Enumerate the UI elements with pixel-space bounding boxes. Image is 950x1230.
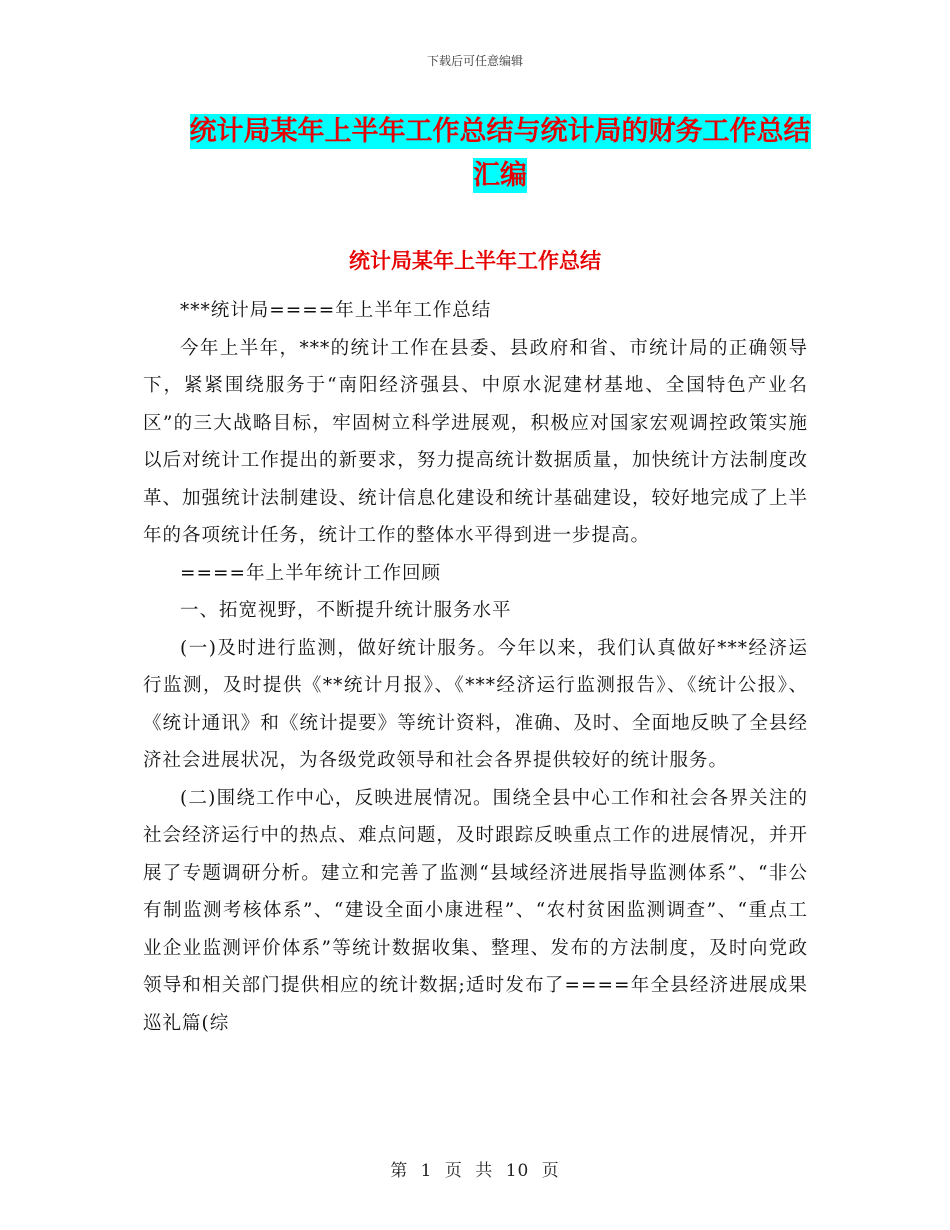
paragraph: ====年上半年统计工作回顾 — [180, 562, 442, 584]
footer-page-number: 1 — [420, 1161, 433, 1181]
title-line-2: 汇编 — [473, 160, 527, 191]
paragraph: ***统计局====年上半年工作总结 — [180, 300, 492, 321]
section-title: 统计局某年上半年工作总结 — [349, 249, 601, 273]
paragraph: 今年上半年，***的统计工作在县委、县政府和省、市统计局的正确领导下，紧紧围绕服务于“南阳经济强县、中原水泥建材基地、全国特色产业名区”的三大战略目标，牢固树立科学进展观，积极应对国家宏观调控政策实施以后对统计工作提出的新要求，努力提高统计数据质量，加快统计方法制度改革、加强统计法制建设、统计信息化建设和统计基础建设，较好地完成了上半年的各项统计任务，统计工作的整体水平得到进一步提高。 — [143, 337, 808, 546]
footer-gong: 共 — [475, 1161, 494, 1181]
paragraph: 一、拓宽视野，不断提升统计服务水平 — [180, 600, 512, 621]
paragraph: (一)及时进行监测，做好统计服务。今年以来，我们认真做好***经济运行监测，及时提供《**统计月报》、《***经济运行监测报告》、《统计公报》、《统计通讯》和《统计提要》等统计资料，准确、及时、全面地反映了全县经济社会进展状况，为各级党政领导和社会各界提供较好的统计服务。 — [143, 637, 808, 771]
footer-ye-2: 页 — [541, 1161, 560, 1181]
footer-ye: 页 — [444, 1161, 463, 1181]
footer-di: 第 — [390, 1161, 409, 1181]
header-note: 下载后可任意编辑 — [426, 54, 523, 68]
title-line-1: 统计局某年上半年工作总结与统计局的财务工作总结 — [189, 116, 811, 147]
paragraph: (二)围绕工作中心，反映进展情况。围绕全县中心工作和社会各界关注的社会经济运行中的热点、难点问题，及时跟踪反映重点工作的进展情况，并开展了专题调研分析。建立和完善了监测“县域经济进展指导监测体系”、“非公有制监测考核体系”、“建设全面小康进程”、“农村贫困监测调查”、“重点工业企业监测评价体系”等统计数据收集、整理、发布的方法制度，及时向党政领导和相关部门提供相应的统计数据;适时发布了====年全县经济进展成果巡礼篇(综 — [143, 787, 808, 1034]
page-footer — [0, 1156, 950, 1181]
footer-total-pages: 10 — [505, 1161, 530, 1181]
body-text — [143, 292, 808, 1042]
document-title — [170, 110, 830, 198]
